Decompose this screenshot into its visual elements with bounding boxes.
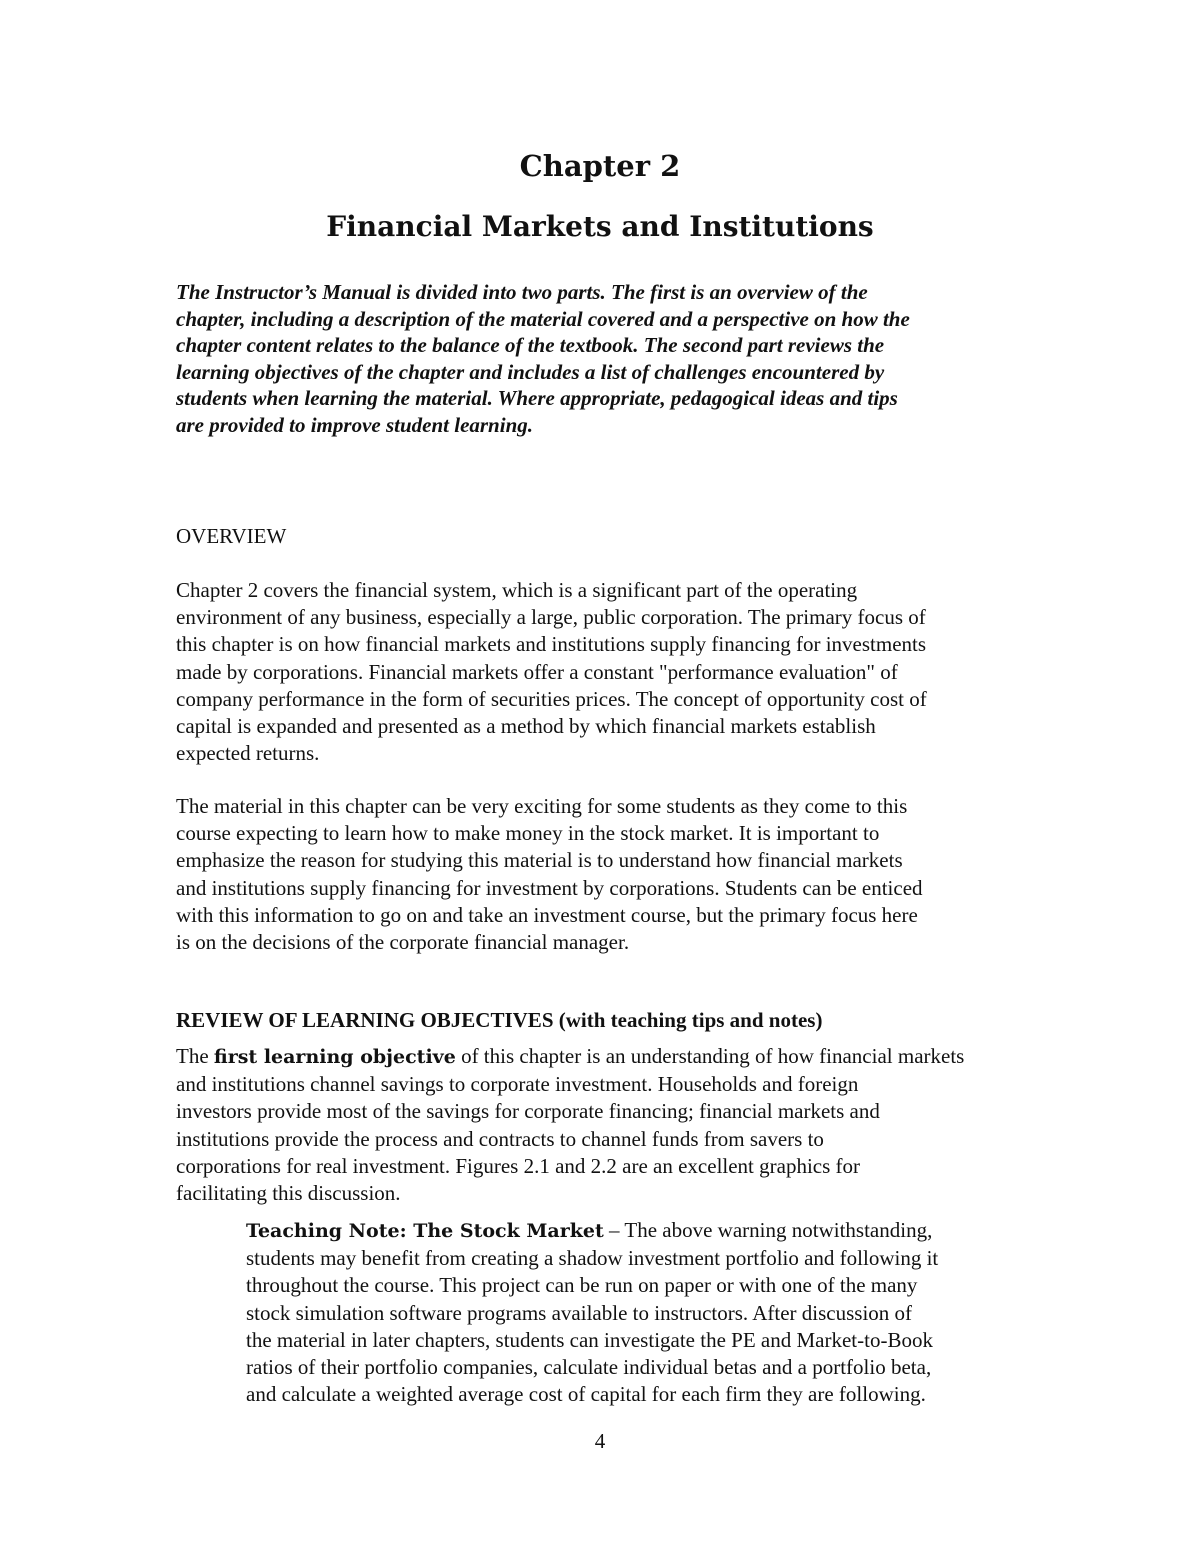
paragraph-line: The material in this chapter can be very exciting for some students as they come to this [176, 794, 908, 818]
paragraph-line: ratios of their portfolio companies, calculate individual betas and a portfolio beta, [246, 1355, 932, 1380]
review-heading: REVIEW OF LEARNING OBJECTIVES (with teaching tips and notes) [176, 1008, 823, 1032]
paragraph-line: students may benefit from creating a shadow investment portfolio and following it [246, 1246, 939, 1271]
paragraph-line: and calculate a weighted average cost of capital for each firm they are following. [246, 1382, 926, 1407]
paragraph-line: facilitating this discussion. [176, 1181, 401, 1206]
paragraph-line: capital is expanded and presented as a method by which financial markets establish [176, 714, 876, 739]
teaching-note-first-line-rest: – The above warning notwithstanding, [603, 1218, 933, 1242]
chapter-title: Financial Markets and Institutions [326, 210, 874, 243]
paragraph-line: this chapter is on how financial markets and institutions supply financing for investments [176, 632, 927, 657]
intro-line: students when learning the material. Where appropriate, pedagogical ideas and tips [176, 386, 898, 411]
intro-paragraph [176, 279, 1016, 439]
intro-line: chapter content relates to the balance of the textbook. The second part reviews the [176, 333, 885, 358]
chapter-number: Chapter 2 [519, 149, 681, 183]
review-first-line-prefix: The [176, 1044, 214, 1068]
paragraph-line: investors provide most of the savings for corporate financing; financial markets and [176, 1099, 880, 1124]
paragraph-line: institutions provide the process and contracts to channel funds from savers to [176, 1126, 824, 1151]
intro-line: chapter, including a description of the material covered and a perspective on how the [176, 306, 910, 331]
overview-heading: OVERVIEW [176, 524, 287, 548]
paragraph-line: and institutions supply financing for investment by corporations. Students can be enticed [176, 875, 923, 900]
paragraph-line: and institutions channel savings to corporate investment. Households and foreign [176, 1072, 859, 1097]
paragraph-line: is on the decisions of the corporate financial manager. [176, 930, 630, 955]
paragraph-line: stock simulation software programs available to instructors. After discussion of [246, 1300, 913, 1325]
review-first-line-rest: of this chapter is an understanding of how financial markets [455, 1044, 965, 1068]
intro-line: learning objectives of the chapter and includes a list of challenges encountered by [176, 359, 885, 384]
review-paragraph [176, 1043, 1036, 1207]
paragraph-line: emphasize the reason for studying this material is to understand how financial markets [176, 848, 903, 873]
paragraph-line: the material in later chapters, students can investigate the PE and Market-to-Book [246, 1327, 933, 1352]
paragraph-line: Chapter 2 covers the financial system, which is a significant part of the operating [176, 578, 858, 602]
paragraph-line: environment of any business, especially a large, public corporation. The primary focus of [176, 605, 926, 630]
first-learning-objective-emphasis: first learning objective [213, 1046, 456, 1068]
paragraph-line: company performance in the form of securities prices. The concept of opportunity cost of [176, 686, 927, 711]
paragraph-line: corporations for real investment. Figures 2.1 and 2.2 are an excellent graphics for [176, 1153, 861, 1178]
overview-paragraph-2 [176, 793, 1036, 956]
paragraph-line: expected returns. [176, 741, 320, 766]
intro-line: are provided to improve student learning. [176, 412, 533, 437]
paragraph-line [176, 1043, 1036, 1071]
paragraph-line [246, 1217, 1046, 1245]
teaching-note [246, 1217, 1046, 1408]
paragraph-line: course expecting to learn how to make money in the stock market. It is important to [176, 821, 880, 846]
page-number: 4 [594, 1429, 606, 1453]
intro-line: The Instructor’s Manual is divided into two parts. The first is an overview of the [176, 280, 868, 304]
paragraph-line: throughout the course. This project can be run on paper or with one of the many [246, 1273, 918, 1298]
paragraph-line: made by corporations. Financial markets offer a constant "performance evaluation" of [176, 659, 898, 684]
paragraph-line: with this information to go on and take an investment course, but the primary focus here [176, 902, 918, 927]
overview-paragraph-1 [176, 577, 1036, 767]
teaching-note-label: Teaching Note: The Stock Market [246, 1220, 604, 1242]
